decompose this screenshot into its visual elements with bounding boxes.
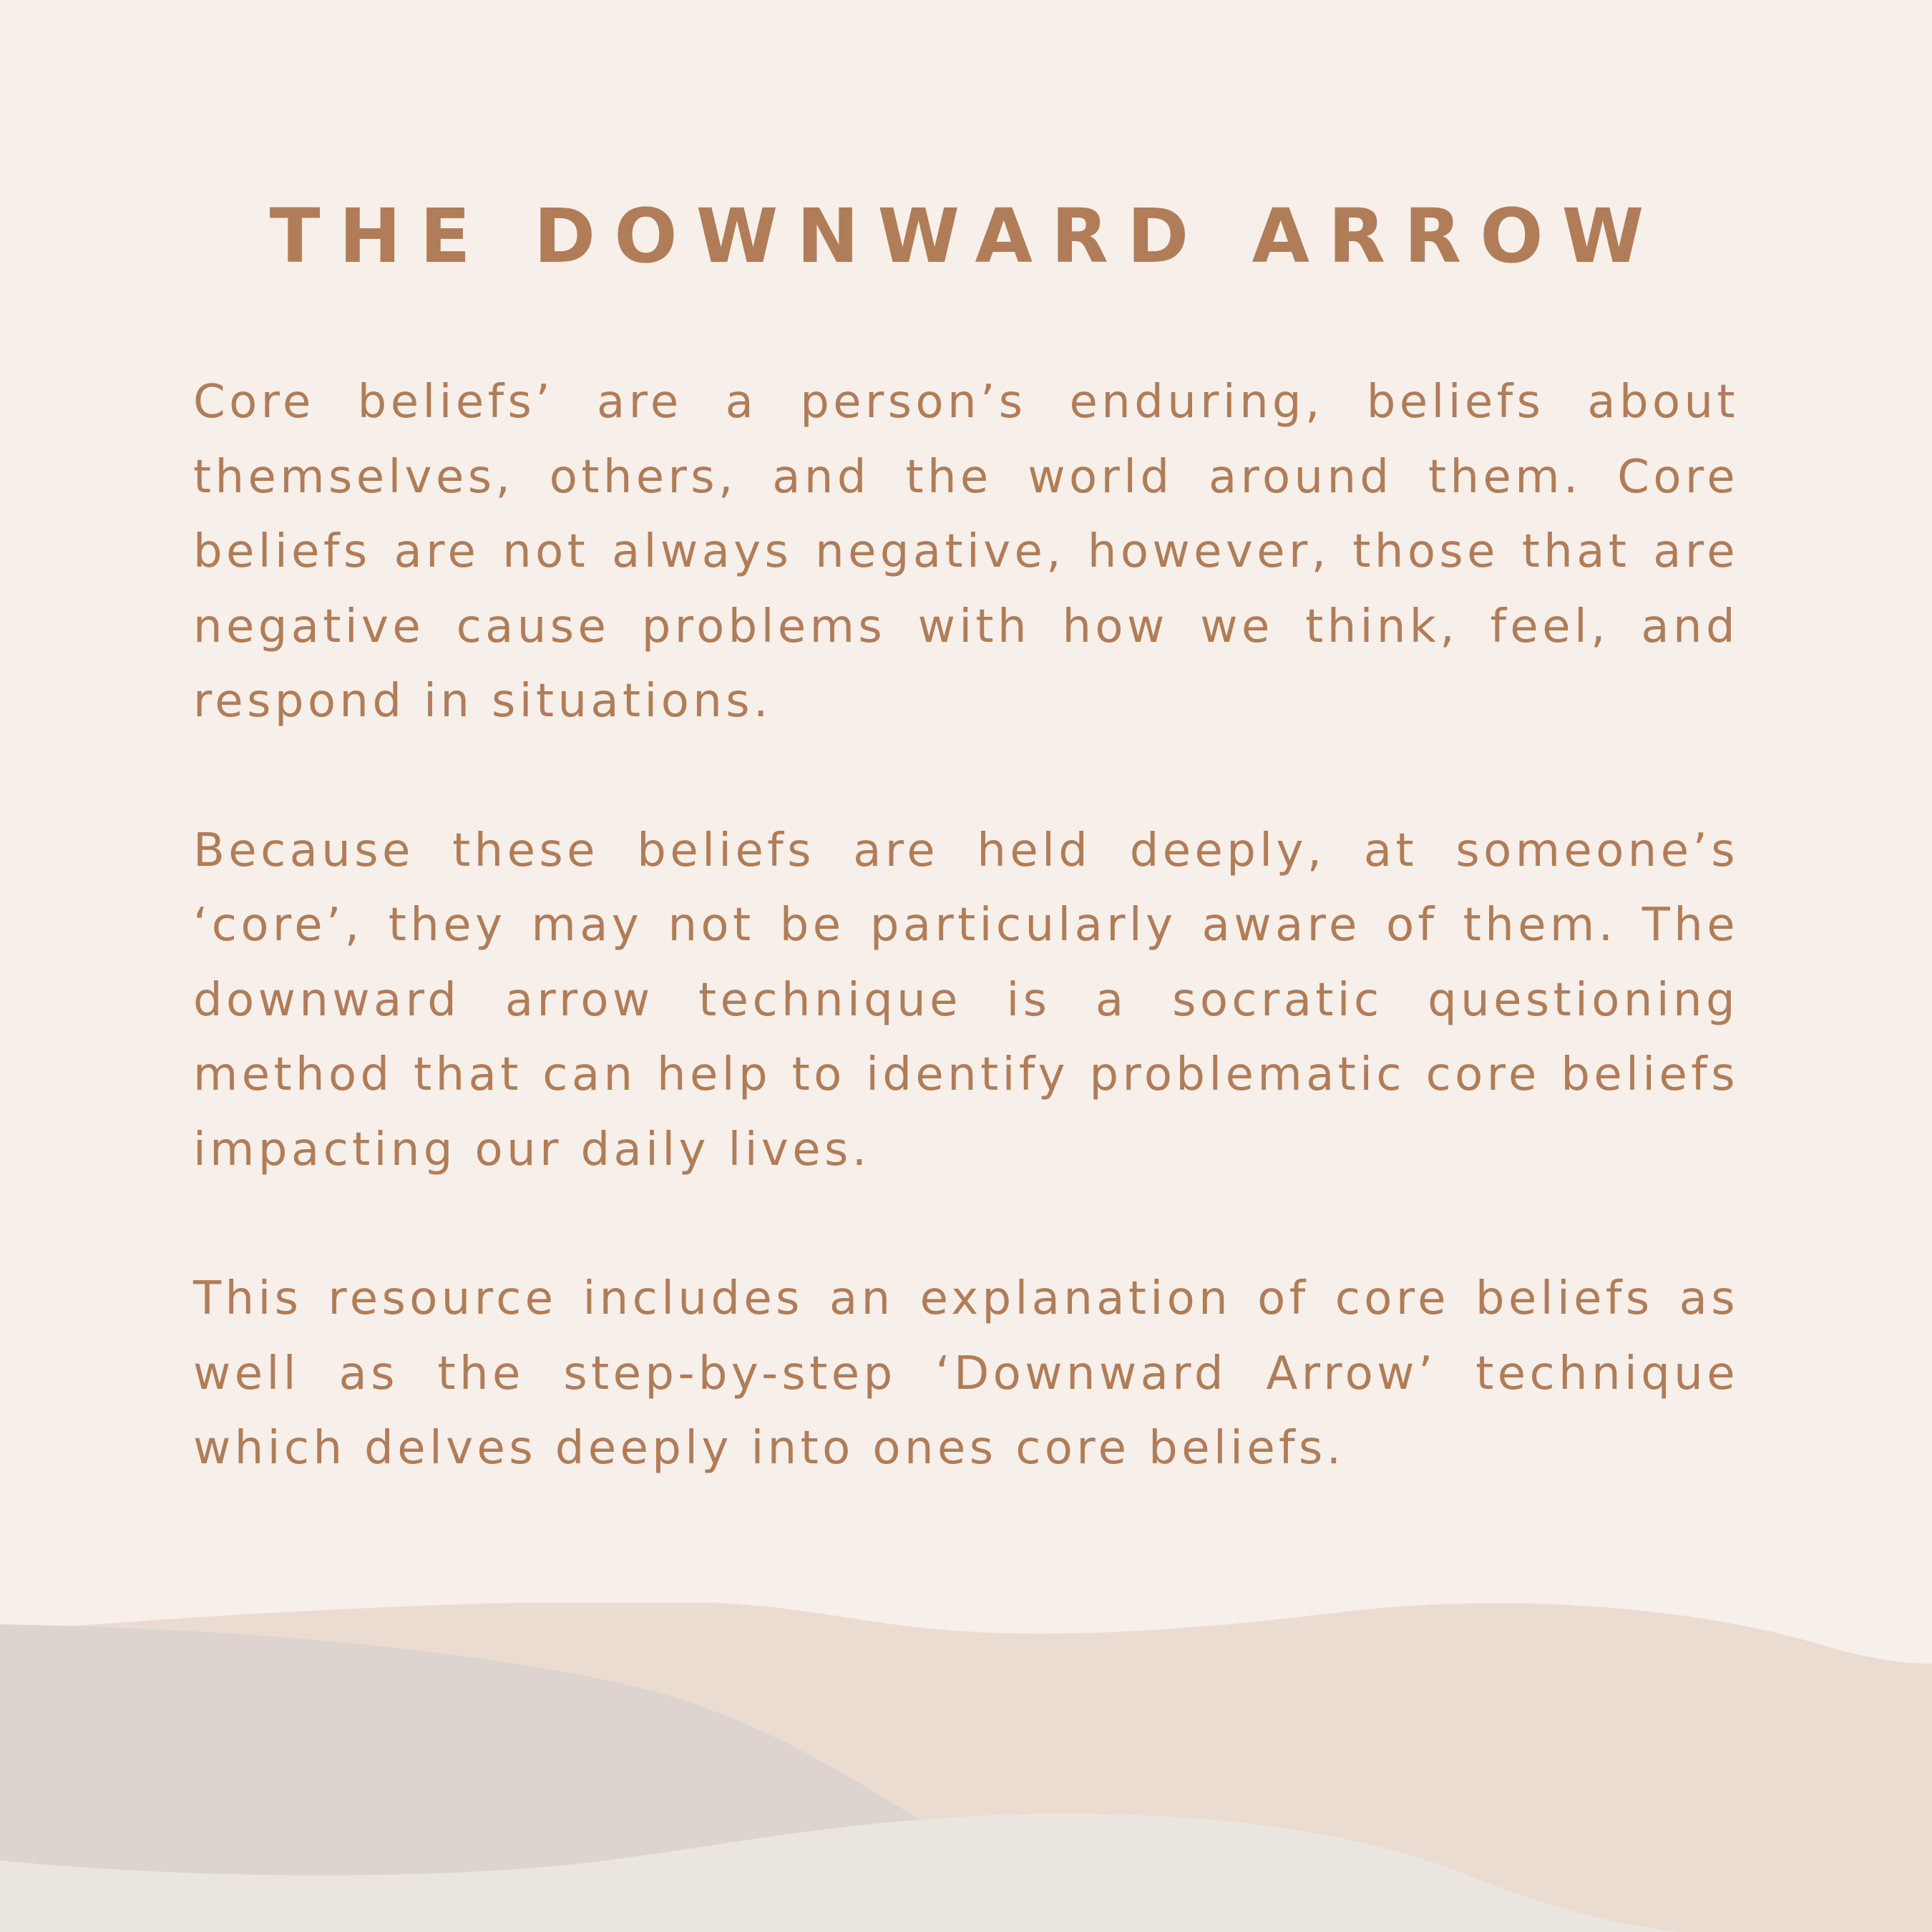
body-text (193, 365, 1739, 1561)
paragraph-resource-description: This resource includes an explanation of core beliefs as well as the step-by-step ‘Downward Arrow’ technique which delves deeply into ones core beliefs. (193, 1272, 1739, 1475)
paragraph-downward-arrow-technique: Because these beliefs are held deeply, at someone’s ‘core’, they may not be particularly aware of them. The downward arrow technique is a socratic questioning method that can help to identify problematic core beliefs impacting our daily lives. (193, 824, 1739, 1176)
page-title: THE DOWNWARD ARROW (269, 192, 1663, 280)
paragraph-core-beliefs: Core beliefs’ are a person’s enduring, beliefs about themselves, others, and the world around them. Core beliefs are not always negative, however, those that are negative cause problems with how we think, feel, and respond in situations. (193, 376, 1739, 728)
decorative-waves (0, 1603, 1932, 1932)
